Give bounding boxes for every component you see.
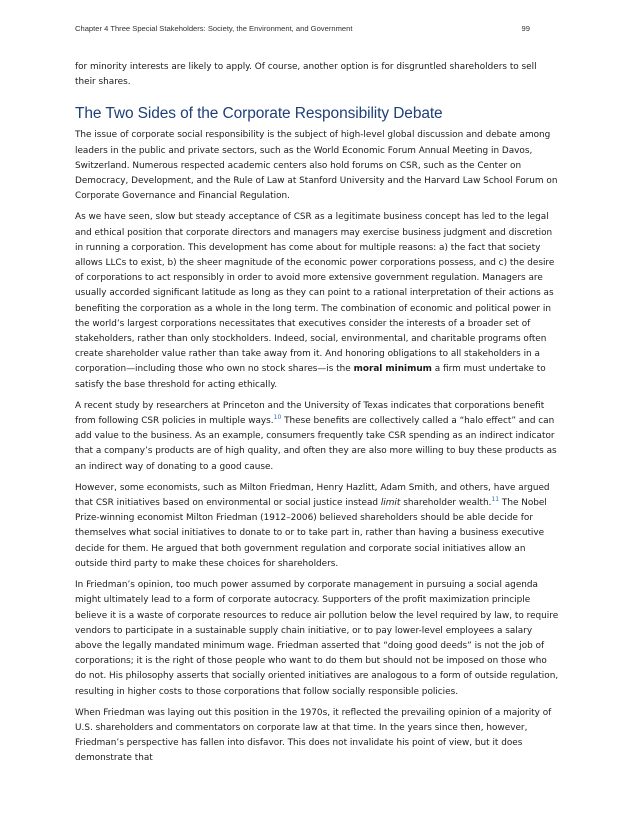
- text-run: The Nobel Prize-winning economist Milton Friedman (1912–2006) believed shareholders should be able decide for themselves what social initiatives to donate to or to take part in, rather than having a business executive decide for them. He argued that both government regulation and corporate social initiatives allow an outside third party to make these choices for shareholders.: [75, 498, 547, 569]
- italic-term-limit: limit: [380, 498, 401, 509]
- running-header: [75, 24, 530, 33]
- footnote-ref-10[interactable]: 10: [273, 414, 282, 422]
- text-run: A recent study by researchers at Princeton and the University of Texas indicates that corporations benefit from following CSR policies in multiple ways.: [75, 400, 545, 427]
- intro-paragraph: for minority interests are likely to apply. Of course, another option is for disgruntled shareholders to sell their shares.: [75, 62, 537, 88]
- paragraph-friedman-opinion: In Friedman’s opinion, too much power assumed by corporate management in pursuing a social agenda might ultimately lead to a form of corporate autocracy. Supporters of the profit maximization principle believe it is a waste of corporate resources to reduce air pollution below the level required by law, to require vendors to participate in a sustainable supply chain initiative, or to pay lower-level employees a salary above the legally mandated minimum wage. Friedman asserted that “doing good deeds” is not the job of corporations; it is the right of those people who want to do them but should not be imposed on those who do not. His philosophy asserts that socially oriented initiatives are analogous to a form of outside regulation, resulting in higher costs to those corporations that follow socially responsible policies.: [75, 580, 559, 697]
- text-run: As we have seen, slow but steady acceptance of CSR as a legitimate business concept has led to the legal and ethical position that corporate directors and managers may exercise business judgment and discretion in running a corporation. This development has come about for multiple reasons: a) the fact that society allows LLCs to exist, b) the sheer magnitude of the economic power corporations possess, and c) the desire of corporations to act responsibly in order to avoid more extensive government regulation. Managers are usually accorded significant latitude as long as they can point to a rational interpretation of their actions as benefiting the corporation as a whole in the long term. The combination of economic and political power in the world’s largest corporations necessitates that executives consider the interests of a broader set of stakeholders, rather than only stockholders. Indeed, social, environmental, and charitable programs often create shareholder value rather than take away from it. And honoring obligations to all stakeholders in a corporation—including those who own no stock shares—is the: [75, 212, 555, 375]
- section-heading: The Two Sides of the Corporate Responsibility Debate: [75, 105, 443, 123]
- text-run: These benefits are collectively called a “halo effect” and can add value to the business. As an example, consumers frequently take CSR spending as an indirect indicator that a company’s products are of high quality, and often they are also more willing to buy these products as an indirect way of donating to a good cause.: [75, 416, 557, 472]
- paragraph-csr-debate: The issue of corporate social responsibility is the subject of high-level global discussion and debate among leaders in the public and private sectors, such as the World Economic Forum Annual Meeting in Davos, Switzerland. Numerous respected academic centers also hold forums on CSR, such as the Center on Democracy, Development, and the Rule of Law at Stanford University and the Harvard Law School Forum on Corporate Governance and Financial Regulation.: [75, 130, 558, 202]
- text-run: a firm must undertake to satisfy the base threshold for acting ethically.: [75, 364, 546, 390]
- paragraph-csr-acceptance: [75, 210, 559, 392]
- text-run: However, some economists, such as Milton Friedman, Henry Hazlitt, Adam Smith, and others, have argued that CSR initiatives based on environmental or social justice instead: [75, 482, 550, 509]
- paragraph-friedman-argument: [75, 481, 559, 572]
- body-text: [75, 60, 559, 773]
- footnote-ref-11[interactable]: 11: [491, 496, 500, 504]
- text-run: shareholder wealth.: [400, 498, 492, 509]
- page-number: 99: [521, 24, 530, 33]
- chapter-title: Chapter 4 Three Special Stakeholders: Society, the Environment, and Government: [75, 24, 353, 33]
- paragraph-halo-effect: [75, 399, 559, 475]
- paragraph-friedman-1970s: When Friedman was laying out this position in the 1970s, it reflected the prevailing opinion of a majority of U.S. shareholders and commentators on corporate law at that time. In the years since then, however, Friedman’s perspective has fallen into disfavor. This does not invalidate his point of view, but it does demonstrate that: [75, 707, 552, 764]
- bold-term-moral-minimum: moral minimum: [353, 364, 432, 375]
